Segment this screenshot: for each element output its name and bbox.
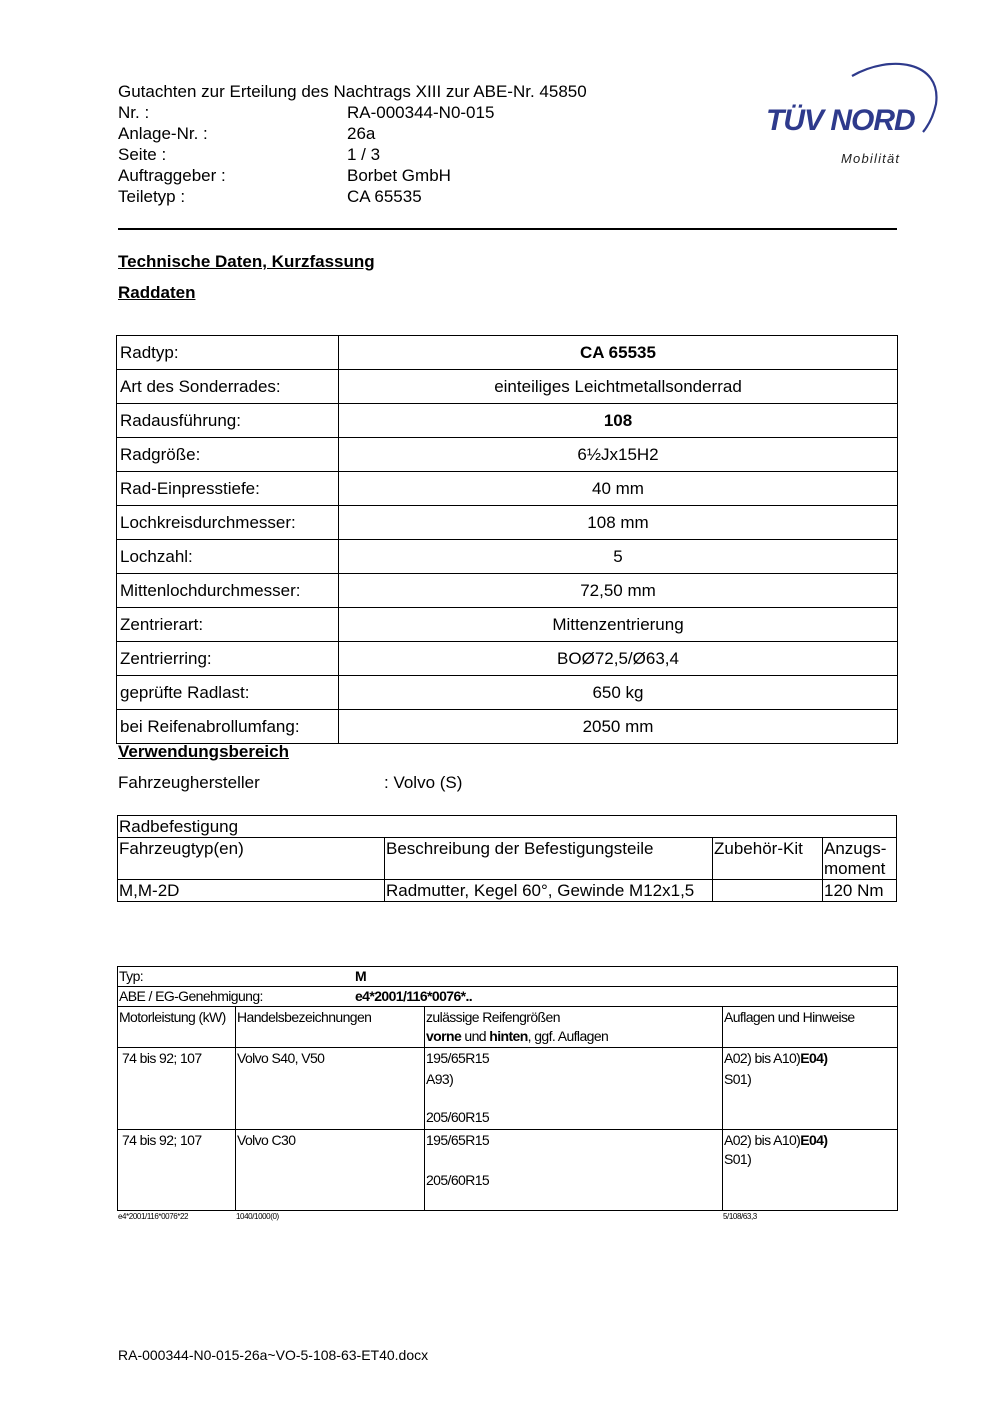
table-row: Lochzahl: 5 bbox=[117, 540, 898, 574]
header-row-nr: Nr. : RA-000344-N0-015 bbox=[118, 103, 495, 122]
footnote-mass: 1040/1000(0) bbox=[236, 1212, 279, 1221]
table-row: M,M-2D Radmutter, Kegel 60°, Gewinde M12x1,5 120 Nm bbox=[118, 880, 897, 902]
radbefestigung-title: Radbefestigung bbox=[118, 816, 897, 838]
header-row-seite: Seite : 1 / 3 bbox=[118, 145, 381, 164]
document-title: Gutachten zur Erteilung des Nachtrags XIII zur ABE-Nr. 45850 bbox=[118, 82, 587, 101]
abe-row: ABE / EG-Genehmigung: e4*2001/116*0076*.. bbox=[118, 987, 898, 1007]
table-row: geprüfte Radlast: 650 kg bbox=[117, 676, 898, 710]
table-row: Lochkreisdurchmesser: 108 mm bbox=[117, 506, 898, 540]
raddaten-table bbox=[116, 335, 898, 744]
table-row: 74 bis 92; 107 Volvo S40, V50 195/65R15 A93) 205/60R15 A02) bis A10)E04) S01) bbox=[118, 1048, 898, 1130]
heading-verwendungsbereich: Verwendungsbereich bbox=[118, 742, 289, 761]
document-header bbox=[118, 81, 587, 207]
logo-sub: Mobilität bbox=[841, 151, 901, 166]
table-row: Radtyp: CA 65535 bbox=[117, 336, 898, 370]
fahrzeughersteller-line: Fahrzeughersteller : Volvo (S) bbox=[118, 773, 463, 792]
header-row-teiletyp: Teiletyp : CA 65535 bbox=[118, 187, 422, 206]
table-row: Zentrierart: Mittenzentrierung bbox=[117, 608, 898, 642]
heading-raddaten: Raddaten bbox=[118, 283, 196, 302]
table-row: bei Reifenabrollumfang: 2050 mm bbox=[117, 710, 898, 744]
table-row: Art des Sonderrades: einteiliges Leichtmetallsonderrad bbox=[117, 370, 898, 404]
radbefestigung-table bbox=[117, 815, 897, 902]
tuev-nord-logo bbox=[760, 56, 940, 171]
table-row: Mittenlochdurchmesser: 72,50 mm bbox=[117, 574, 898, 608]
typ-header-row: Motorleistung (kW) Handelsbezeichnungen zulässige Reifengrößen vorne und hinten, ggf. Auflagen Auflagen und Hinweise bbox=[118, 1007, 898, 1048]
table-row: Rad-Einpresstiefe: 40 mm bbox=[117, 472, 898, 506]
header-row-anlage: Anlage-Nr. : 26a bbox=[118, 124, 376, 143]
footnote-abe: e4*2001/116*0076*22 bbox=[118, 1212, 189, 1221]
header-divider bbox=[118, 228, 897, 230]
table-row: Zentrierring: BOØ72,5/Ø63,4 bbox=[117, 642, 898, 676]
logo-brand: TÜV NORD bbox=[766, 104, 915, 137]
table-header-row: Fahrzeugtyp(en) Beschreibung der Befestigungsteile Zubehör-Kit Anzugs-moment bbox=[118, 838, 897, 880]
footnote-lochkreis: 5/108/63,3 bbox=[723, 1212, 757, 1221]
header-row-auftraggeber: Auftraggeber : Borbet GmbH bbox=[118, 166, 451, 185]
table-row: Radausführung: 108 bbox=[117, 404, 898, 438]
table-row: 74 bis 92; 107 Volvo C30 195/65R15 205/60R15 A02) bis A10)E04) S01) bbox=[118, 1130, 898, 1211]
table-row: Radgröße: 6½Jx15H2 bbox=[117, 438, 898, 472]
typ-row: Typ: M bbox=[118, 967, 898, 987]
heading-technische-daten: Technische Daten, Kurzfassung bbox=[118, 252, 375, 271]
document-filename: RA-000344-N0-015-26a~VO-5-108-63-ET40.docx bbox=[118, 1347, 429, 1363]
typ-table bbox=[117, 966, 898, 1211]
